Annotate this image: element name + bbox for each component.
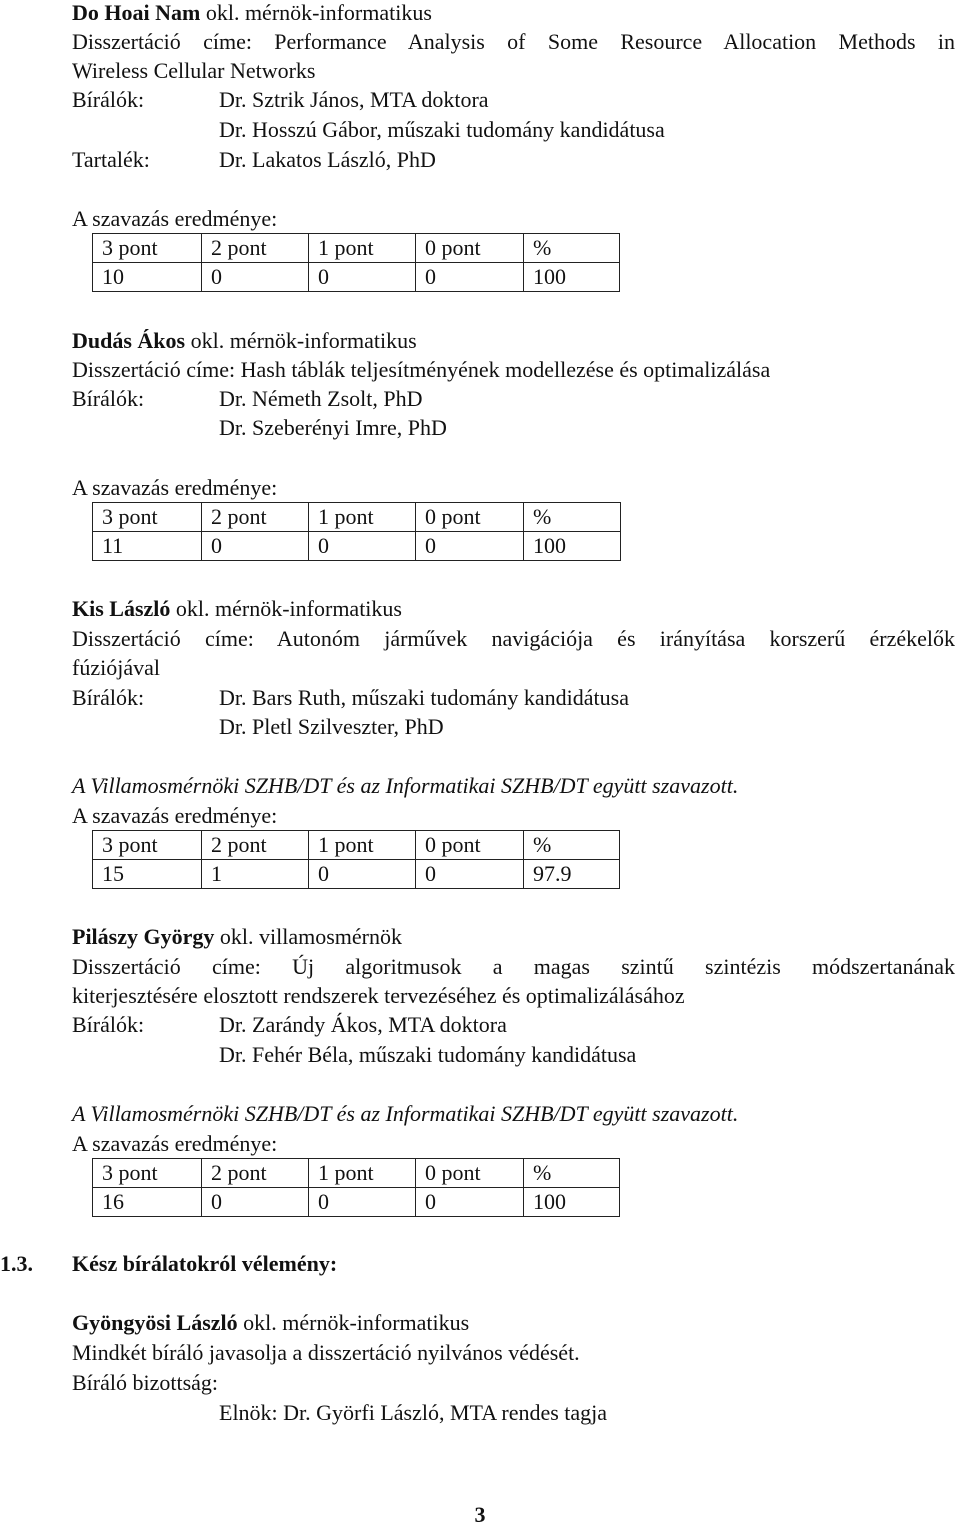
candidate-name: Dudás Ákos	[72, 328, 186, 353]
vote-header-cell: 2 pont	[202, 1159, 309, 1188]
vote-value-cell: 0	[309, 263, 416, 292]
vote-value-cell: 0	[202, 1188, 309, 1217]
dissertation-title-cont: kiterjesztésére elosztott rendszerek tervezéséhez és optimalizálásához	[72, 983, 685, 1008]
reviewer: Dr. Zarándy Ákos, MTA doktora	[219, 1012, 507, 1037]
reviewer: Dr. Németh Zsolt, PhD	[219, 386, 423, 411]
vote-header-cell: 3 pont	[93, 1159, 202, 1188]
vote-value-cell: 0	[416, 860, 524, 889]
dissertation-title-cont: fúziójával	[72, 655, 160, 680]
vote-header-cell: 3 pont	[93, 503, 202, 532]
vote-header-row	[93, 1159, 620, 1188]
vote-value-row	[93, 860, 620, 889]
dissertation-title: Disszertáció címe: Új algoritmusok a magas szintű szintézis módszertanának	[72, 954, 955, 979]
reviewers-label: Bírálók:	[72, 685, 145, 710]
vote-header-row	[93, 503, 621, 532]
vote-value-cell: 100	[524, 263, 620, 292]
joint-vote-note: A Villamosmérnöki SZHB/DT és az Informatikai SZHB/DT együtt szavazott.	[72, 1101, 739, 1126]
vote-value-cell: 15	[93, 860, 202, 889]
reviewer: Dr. Pletl Szilveszter, PhD	[219, 714, 444, 739]
committee-label: Bíráló bizottság:	[72, 1370, 219, 1395]
page-number: 3	[474, 1502, 486, 1527]
vote-header-cell: 3 pont	[93, 234, 202, 263]
reviewer: Dr. Fehér Béla, műszaki tudomány kandidátusa	[219, 1042, 637, 1067]
candidate-degree: okl. mérnök-informatikus	[237, 1310, 470, 1335]
candidate-degree: okl. villamosmérnök	[214, 924, 402, 949]
candidate-degree: okl. mérnök-informatikus	[170, 596, 402, 621]
vote-value-cell: 0	[416, 1188, 524, 1217]
dissertation-title: Disszertáció címe: Hash táblák teljesítményének modellezése és optimalizálása	[72, 357, 771, 382]
vote-value-cell: 0	[416, 263, 524, 292]
reserve-label: Tartalék:	[72, 147, 150, 172]
vote-value-cell: 0	[202, 532, 309, 561]
candidate-name: Kis László	[72, 596, 171, 621]
candidate-degree: okl. mérnök-informatikus	[185, 328, 417, 353]
vote-label: A szavazás eredménye:	[72, 1131, 278, 1156]
dissertation-title: Disszertáció címe: Autonóm járművek navigációja és irányítása korszerű érzékelők	[72, 626, 955, 651]
vote-header-cell: %	[524, 503, 621, 532]
vote-header-cell: 1 pont	[309, 1159, 416, 1188]
vote-value-cell: 0	[416, 532, 524, 561]
vote-label: A szavazás eredménye:	[72, 206, 278, 231]
candidate-name: Gyöngyösi László	[72, 1310, 238, 1335]
vote-value-row	[93, 263, 620, 292]
vote-header-cell: %	[524, 831, 620, 860]
reviewer: Dr. Bars Ruth, műszaki tudomány kandidátusa	[219, 685, 629, 710]
vote-value-row	[93, 532, 621, 561]
candidate-name: Pilászy György	[72, 924, 215, 949]
entry-header	[72, 326, 417, 355]
dissertation-title-cont: Wireless Cellular Networks	[72, 58, 316, 83]
vote-value-cell: 97.9	[524, 860, 620, 889]
entry-header	[72, 922, 402, 951]
vote-label: A szavazás eredménye:	[72, 475, 278, 500]
section-number: 1.3.	[0, 1251, 33, 1276]
committee-chair: Elnök: Dr. Györfi László, MTA rendes tagja	[219, 1400, 608, 1425]
vote-table	[92, 830, 620, 889]
vote-table	[92, 502, 621, 561]
vote-header-cell: 0 pont	[416, 1159, 524, 1188]
candidate-name: Do Hoai Nam	[72, 0, 201, 25]
vote-table	[92, 1158, 620, 1217]
vote-value-cell: 0	[202, 263, 309, 292]
vote-header-cell: 0 pont	[416, 831, 524, 860]
reviewers-label: Bírálók:	[72, 386, 145, 411]
vote-value-cell: 10	[93, 263, 202, 292]
vote-header-row	[93, 831, 620, 860]
reviewer: Dr. Sztrik János, MTA doktora	[219, 87, 489, 112]
candidate-degree: okl. mérnök-informatikus	[200, 0, 432, 25]
entry-header	[72, 0, 432, 27]
review-statement: Mindkét bíráló javasolja a disszertáció nyilvános védését.	[72, 1340, 580, 1365]
vote-value-cell: 100	[524, 532, 621, 561]
reviewer: Dr. Szeberényi Imre, PhD	[219, 415, 447, 440]
section-heading: Kész bírálatokról vélemény:	[72, 1251, 338, 1276]
vote-header-cell: 2 pont	[202, 503, 309, 532]
vote-label: A szavazás eredménye:	[72, 803, 278, 828]
vote-value-cell: 1	[202, 860, 309, 889]
reviewer: Dr. Hosszú Gábor, műszaki tudomány kandidátusa	[219, 117, 665, 142]
vote-header-row	[93, 234, 620, 263]
vote-header-cell: 2 pont	[202, 234, 309, 263]
vote-header-cell: 2 pont	[202, 831, 309, 860]
reserve-reviewer: Dr. Lakatos László, PhD	[219, 147, 436, 172]
vote-value-cell: 100	[524, 1188, 620, 1217]
vote-value-row	[93, 1188, 620, 1217]
vote-value-cell: 0	[309, 1188, 416, 1217]
vote-table	[92, 233, 620, 292]
vote-header-cell: 1 pont	[309, 831, 416, 860]
reviewers-label: Bírálók:	[72, 1012, 145, 1037]
vote-value-cell: 0	[309, 532, 416, 561]
dissertation-title: Disszertáció címe: Performance Analysis of Some Resource Allocation Methods in	[72, 29, 955, 54]
vote-value-cell: 16	[93, 1188, 202, 1217]
entry-header	[72, 1308, 469, 1337]
joint-vote-note: A Villamosmérnöki SZHB/DT és az Informatikai SZHB/DT együtt szavazott.	[72, 773, 739, 798]
vote-header-cell: 0 pont	[416, 234, 524, 263]
vote-header-cell: 0 pont	[416, 503, 524, 532]
entry-header	[72, 594, 402, 623]
vote-value-cell: 11	[93, 532, 202, 561]
vote-header-cell: %	[524, 1159, 620, 1188]
reviewers-label: Bírálók:	[72, 87, 145, 112]
vote-header-cell: 3 pont	[93, 831, 202, 860]
vote-value-cell: 0	[309, 860, 416, 889]
vote-header-cell: 1 pont	[309, 503, 416, 532]
vote-header-cell: 1 pont	[309, 234, 416, 263]
vote-header-cell: %	[524, 234, 620, 263]
